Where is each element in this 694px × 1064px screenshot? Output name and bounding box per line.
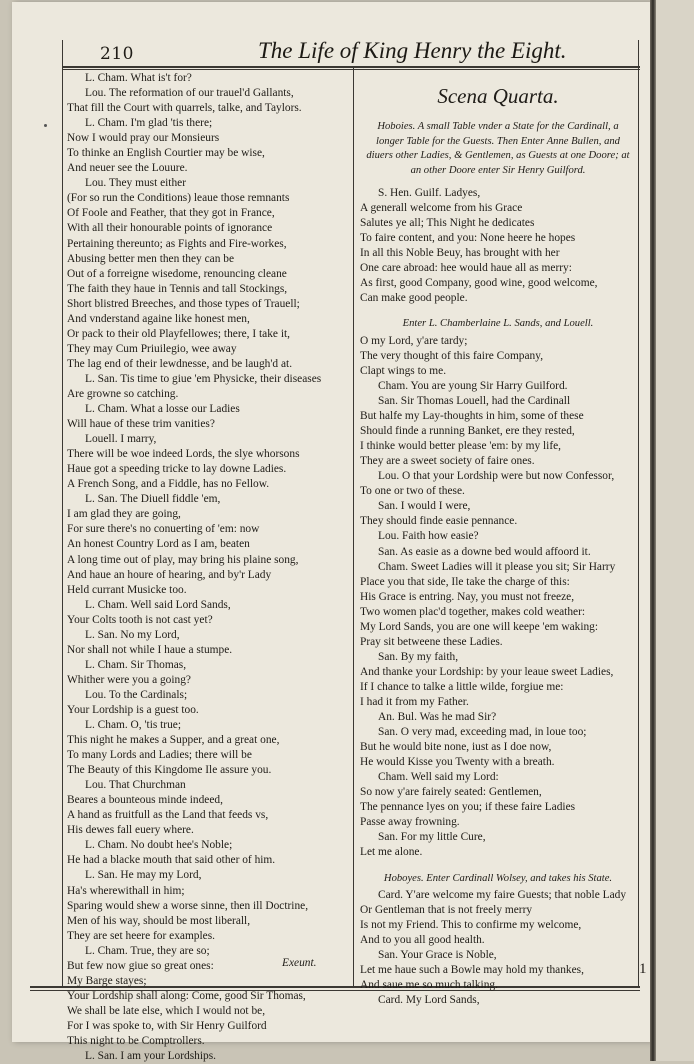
text-line: He would Kisse you Twenty with a breath. — [360, 756, 555, 769]
text-line: To faire content, and you: None heere he hopes — [360, 232, 576, 245]
text-line: Card. My Lord Sands, — [378, 994, 480, 1007]
text-line: A long time out of play, may bring his plaine song, — [67, 553, 299, 566]
text-line: Lou. That Churchman — [85, 779, 186, 792]
stage-direction-enter: Enter L. Chamberlaine L. Sands, and Louell. — [402, 318, 594, 330]
text-line: L. San. He may my Lord, — [85, 869, 202, 882]
text-line: Are growne so catching. — [67, 387, 179, 400]
text-line: L. Cham. No doubt hee's Noble; — [85, 839, 233, 852]
text-line: Cham. Well said my Lord: — [378, 771, 499, 784]
text-line: Lou. They must either — [85, 177, 187, 190]
text-line: I had it from my Father. — [360, 696, 469, 708]
text-line: San. As easie as a downe bed would affoord it. — [378, 545, 591, 558]
text-line: And thanke your Lordship: by your leaue sweet Ladies, — [360, 665, 614, 678]
text-line: A generall welcome from his Grace — [360, 202, 523, 215]
text-line: Lou. Faith how easie? — [378, 530, 479, 543]
text-line: L. Cham. O, 'tis true; — [85, 719, 182, 732]
stage-direction-opening: Hoboies. A small Table vnder a State for the Cardinall, a longer Table for the Guests. Then Enter Anne Bullen, and diuers other Ladies, & Gentlemen, as Guests at one Doore; at an other Doore enter Sir Henry Guilford. — [366, 121, 630, 176]
text-line: Is not my Friend. This to confirme my welcome, — [360, 919, 582, 932]
text-line: L. San. I am your Lordships. — [85, 1050, 216, 1063]
page-number: 210 — [100, 44, 134, 64]
right-column — [360, 76, 636, 1008]
text-line: L. Cham. What a losse our Ladies — [85, 403, 240, 416]
text-line: Beares a bounteous minde indeed, — [67, 794, 223, 807]
text-line: We shall be late else, which I would not be, — [67, 1004, 266, 1017]
text-line: Louell. I marry, — [85, 433, 157, 446]
text-line: Will haue of these trim vanities? — [67, 418, 215, 431]
text-line: Let me alone. — [360, 846, 423, 859]
text-line: Ha's wherewithall in him; — [67, 884, 185, 897]
text-line: I am glad they are going, — [67, 508, 181, 521]
text-line: One care abroad: hee would haue all as merry: — [360, 262, 572, 275]
text-line: Place you that side, Ile take the charge of this: — [360, 575, 570, 588]
text-line: And saue me so much talking. — [360, 979, 498, 992]
text-line: For sure there's no conuerting of 'em: now — [67, 523, 260, 536]
text-line: S. Hen. Guilf. Ladyes, — [378, 187, 481, 199]
text-line: Should finde a running Banket, ere they rested, — [360, 425, 575, 438]
text-line: And neuer see the Louure. — [67, 162, 188, 175]
text-line: Passe away frowning. — [360, 816, 460, 829]
text-line: Two women plac'd together, makes cold weather: — [360, 605, 586, 618]
text-line: Cham. You are young Sir Harry Guilford. — [378, 380, 568, 393]
text-line: They are set heere for examples. — [67, 929, 216, 942]
text-line: This night to be Comptrollers. — [67, 1035, 205, 1047]
text-line: L. Cham. Sir Thomas, — [85, 658, 187, 671]
text-line: Can make good people. — [360, 292, 468, 305]
text-line: San. For my little Cure, — [378, 831, 486, 844]
dialogue-block-a — [360, 186, 636, 306]
text-line: Now I would pray our Monsieurs — [67, 132, 220, 145]
text-line: This night he makes a Supper, and a great one, — [67, 734, 280, 747]
text-line: Your Lordship shall along: Come, good Sir Thomas, — [67, 989, 306, 1002]
text-line: To thinke an English Courtier may be wise, — [67, 147, 265, 160]
text-line: He had a blacke mouth that said other of him. — [67, 854, 276, 867]
text-line: An honest Country Lord as I am, beaten — [67, 538, 250, 551]
facing-page-edge — [656, 0, 694, 1061]
stage-direction-exeunt: Exeunt. — [282, 957, 317, 969]
text-line: Your Lordship is a guest too. — [67, 703, 199, 716]
running-head: The Life of King Henry the Eight. — [258, 38, 567, 63]
text-line: Of Foole and Feather, that they got in France, — [67, 207, 275, 220]
text-line: Abusing better men then they can be — [67, 252, 235, 265]
left-border-rule — [62, 40, 63, 986]
text-line: San. O very mad, exceeding mad, in loue too; — [378, 726, 587, 739]
header-rule-thin — [62, 69, 640, 70]
text-line: Haue got a speeding tricke to lay downe Ladies. — [67, 463, 287, 476]
text-line: To many Lords and Ladies; there will be — [67, 749, 252, 762]
text-line: My Lord Sands, you are one will keepe 'em waking: — [360, 620, 599, 633]
text-line: Pray sit betweene these Ladies. — [360, 635, 503, 648]
text-line: L. Cham. True, they are so; — [85, 944, 210, 957]
text-line: With all their honourable points of ignorance — [67, 222, 273, 235]
text-line: A hand as fruitfull as the Land that feeds vs, — [67, 809, 269, 822]
text-line: To one or two of these. — [360, 485, 465, 498]
text-line: And to you all good health. — [360, 934, 485, 947]
text-line: They may Cum Priuilegio, wee away — [67, 342, 237, 355]
text-line: Or pack to their old Playfellowes; there, I take it, — [67, 327, 290, 340]
text-line: The faith they haue in Tennis and tall Stockings, — [67, 282, 288, 295]
text-line: Held currant Musicke too. — [67, 583, 187, 596]
text-line: Out of a forreigne wisedome, renouncing cleane — [67, 267, 287, 280]
text-line: L. San. The Diuell fiddle 'em, — [85, 493, 221, 506]
text-line: L. San. Tis time to giue 'em Physicke, their diseases — [85, 372, 322, 385]
text-line: So now y'are fairely seated: Gentlemen, — [360, 786, 542, 799]
text-line: O my Lord, y'are tardy; — [360, 334, 468, 347]
text-line: I thinke would better please 'em: by my life, — [360, 440, 562, 453]
text-line: For I was spoke to, with Sir Henry Guilford — [67, 1019, 267, 1032]
text-line: Lou. O that your Lordship were but now Confessor, — [378, 470, 615, 483]
text-line: L. Cham. I'm glad 'tis there; — [85, 117, 213, 130]
text-line: The Beauty of this Kingdome Ile assure you. — [67, 764, 272, 777]
text-line: Whither were you a going? — [67, 673, 191, 686]
text-line: Or Gentleman that is not freely merry — [360, 904, 533, 917]
text-line: San. By my faith, — [378, 650, 459, 663]
text-line: Card. Y'are welcome my faire Guests; that noble Lady — [378, 889, 627, 902]
text-line: They should finde easie pennance. — [360, 515, 518, 528]
text-line: Salutes ye all; This Night he dedicates — [360, 217, 535, 230]
text-line: That fill the Court with quarrels, talke, and Taylors. — [67, 102, 302, 115]
text-line: In all this Noble Beuy, has brought with her — [360, 247, 560, 260]
text-line: And haue an houre of hearing, and by'r Lady — [67, 568, 272, 581]
text-line: There will be woe indeed Lords, the slye whorsons — [67, 448, 300, 461]
text-line: San. Your Grace is Noble, — [378, 949, 497, 962]
header-rule — [62, 66, 640, 68]
text-line: The very thought of this faire Company, — [360, 349, 544, 362]
text-line: The pennance lyes on you; if these faire Ladies — [360, 801, 576, 814]
text-line: But he would bite none, iust as I doe now, — [360, 741, 552, 754]
text-line: Nor shall not while I haue a stumpe. — [67, 643, 233, 656]
text-line: An. Bul. Was he mad Sir? — [378, 711, 497, 724]
text-line: A French Song, and a Fiddle, has no Fellow. — [67, 478, 270, 491]
text-line: L. San. No my Lord, — [85, 628, 180, 641]
text-line: And vnderstand againe like honest men, — [67, 312, 250, 325]
text-line: The lag end of their lewdnesse, and be laugh'd at. — [67, 357, 293, 370]
dialogue-block-b — [360, 334, 636, 861]
text-line: Your Colts tooth is not cast yet? — [67, 613, 213, 626]
text-line: As first, good Company, good wine, good welcome, — [360, 277, 598, 290]
left-column — [67, 71, 350, 1064]
text-line: But halfe my Lay-thoughts in him, some of these — [360, 410, 584, 423]
stage-direction-cardinal: Hoboyes. Enter Cardinall Wolsey, and takes his State. — [383, 872, 613, 884]
margin-mark — [44, 124, 47, 127]
catchword: 1 — [639, 961, 647, 977]
text-line: Lou. To the Cardinals; — [85, 688, 188, 701]
text-line: Let me haue such a Bowle may hold my thankes, — [360, 964, 584, 977]
text-line: But few now giue so great ones: — [67, 959, 214, 972]
text-line: If I chance to talke a little wilde, forgiue me: — [360, 680, 564, 693]
scene-heading: Scena Quarta. — [437, 84, 559, 108]
text-line: San. I would I were, — [378, 500, 471, 513]
text-line: My Barge stayes; — [67, 974, 147, 987]
text-line: San. Sir Thomas Louell, had the Cardinall — [378, 395, 571, 408]
text-line: Lou. The reformation of our trauel'd Gallants, — [85, 87, 294, 100]
column-divider-rule — [353, 66, 354, 986]
text-line: (For so run the Conditions) leaue those remnants — [67, 192, 290, 205]
text-line: His dewes fall euery where. — [67, 824, 194, 837]
dialogue-block-c — [360, 888, 636, 1008]
text-line: His Grace is entring. Nay, you must not freeze, — [360, 590, 575, 603]
right-border-rule — [638, 40, 639, 986]
text-line: L. Cham. Well said Lord Sands, — [85, 598, 231, 611]
text-line: Short blistred Breeches, and those types of Trauell; — [67, 297, 300, 310]
text-line: They are a sweet society of faire ones. — [360, 455, 535, 468]
text-line: L. Cham. What is't for? — [85, 72, 192, 84]
text-line: Men of his way, should be most liberall, — [67, 914, 251, 927]
text-line: Sparing would shew a worse sinne, then ill Doctrine, — [67, 899, 309, 912]
text-line: Cham. Sweet Ladies will it please you sit; Sir Harry — [378, 560, 616, 573]
text-line: Clapt wings to me. — [360, 364, 447, 377]
text-line: Pertaining thereunto; as Fights and Fire-workes, — [67, 237, 287, 250]
